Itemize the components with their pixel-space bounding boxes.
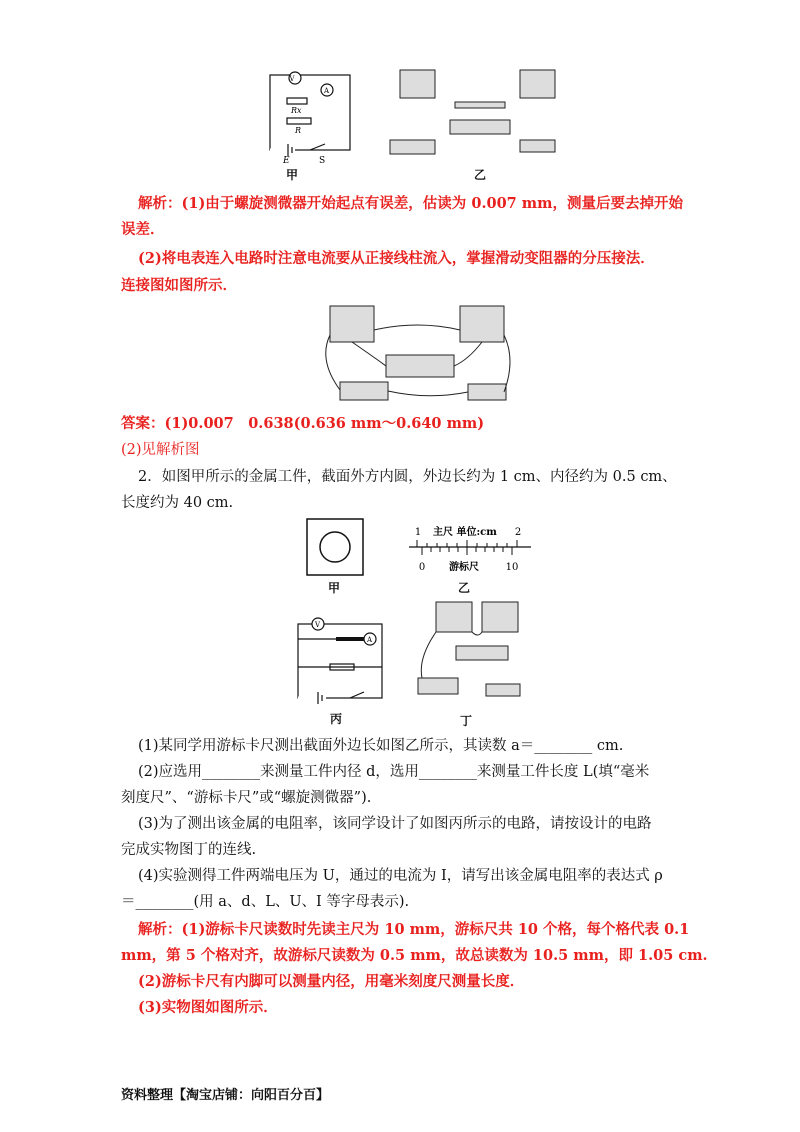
analysis-1-line-2: 误差．	[121, 221, 165, 238]
question-2-part-3-line-2: 完成实物图丁的连线.	[121, 842, 257, 858]
page-footer: 资料整理【淘宝店铺：向阳百分百】	[121, 1088, 330, 1103]
figure-label-jia-2: 甲	[328, 581, 341, 595]
svg-text:1: 1	[414, 527, 422, 538]
voltmeter-symbol: V	[289, 75, 295, 83]
answer-1-line-1: 答案：(1)0.007 0.638(0.636 mm～0.640 mm)	[121, 415, 485, 432]
wiring-figure	[318, 300, 516, 412]
question-2-part-1: (1)某同学用游标卡尺测出截面外边长如图乙所示，其读数 a＝________ cm.	[138, 738, 624, 754]
svg-text:2: 2	[514, 527, 522, 538]
question-2-stem-line-1: 2．如图甲所示的金属工件，截面外方内圆，外边长约为 1 cm、内径约为 0.5 cm、	[138, 469, 677, 485]
analysis-2-line-4: (3)实物图如图所示．	[138, 999, 278, 1016]
question-2-part-2-line-2: 刻度尺”、“游标卡尺”或“螺旋测微器”).	[121, 790, 372, 806]
figure-label-yi: 乙	[474, 168, 487, 182]
figure-yi-caliper	[405, 522, 535, 577]
analysis-2-line-3: (2)游标卡尺有内脚可以测量内径，用毫米刻度尺测量长度．	[138, 973, 525, 990]
analysis-1-line-1: 解析：(1)由于螺旋测微器开始起点有误差，估读为 0.007 mm，测量后要去掉开始	[138, 195, 683, 212]
question-2-stem-line-2: 长度约为 40 cm.	[121, 495, 234, 511]
apparatus-yi	[390, 70, 555, 154]
question-2-part-4-line-2: ＝________(用 a、d、L、U、I 等字母表示).	[121, 894, 410, 910]
svg-text:V: V	[315, 621, 321, 629]
figure-bing-circuit	[290, 612, 390, 707]
svg-text:A: A	[367, 636, 373, 644]
figure-label-jia: 甲	[286, 168, 299, 182]
figure-1	[255, 60, 575, 185]
svg-text:10: 10	[505, 562, 519, 573]
svg-text:主尺 单位:cm: 主尺 单位:cm	[433, 527, 497, 538]
figure-ding-apparatus	[408, 598, 526, 710]
svg-text:R: R	[295, 126, 302, 135]
figure-label-yi-2: 乙	[458, 581, 471, 595]
question-2-part-3-line-1: (3)为了测出该金属的电阻率，该同学设计了如图丙所示的电路，请按设计的电路	[138, 816, 652, 832]
analysis-1-line-3: (2)将电表连入电路时注意电流要从正接线柱流入，掌握滑动变阻器的分压接法．	[138, 250, 655, 267]
analysis-2-line-1: 解析：(1)游标卡尺读数时先读主尺为 10 mm，游标尺共 10 个格，每个格代表 0.1	[138, 921, 690, 938]
analysis-1-line-4: 连接图如图所示．	[121, 277, 237, 294]
svg-text:Rx: Rx	[291, 106, 302, 115]
figure-jia-cross-section	[306, 518, 364, 576]
answer-1-line-2: (2)见解析图	[121, 442, 200, 458]
figure-label-bing: 丙	[330, 712, 343, 726]
analysis-2-line-2: mm，第 5 个格对齐，故游标尺读数为 0.5 mm，故总读数为 10.5 mm，即 1.05 cm.	[121, 947, 708, 964]
svg-text:E: E	[283, 156, 290, 166]
figure-label-ding: 丁	[460, 714, 473, 728]
svg-text:0: 0	[418, 562, 426, 573]
svg-text:游标尺: 游标尺	[449, 562, 479, 573]
question-2-part-2-line-1: (2)应选用________来测量工件内径 d，选用________来测量工件长度 L(填“毫米	[138, 764, 650, 780]
question-2-part-4-line-1: (4)实验测得工件两端电压为 U，通过的电流为 I，请写出该金属电阻率的表达式 ρ	[138, 868, 663, 884]
ammeter-symbol: A	[324, 87, 330, 95]
svg-text:S: S	[319, 156, 326, 166]
circuit-diagram-jia	[270, 72, 350, 156]
